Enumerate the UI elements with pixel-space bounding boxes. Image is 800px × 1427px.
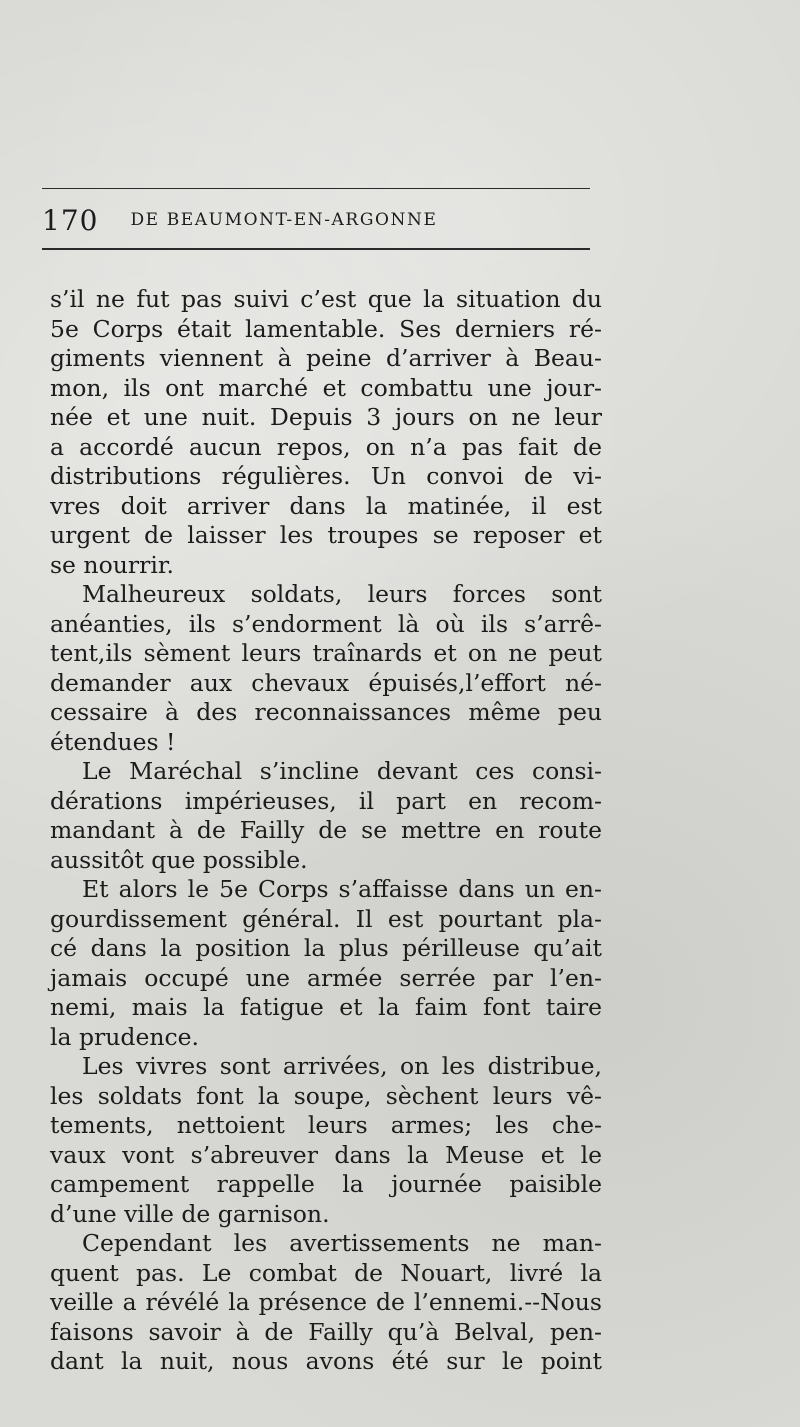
- running-title: DE BEAUMONT-EN-ARGONNE: [130, 210, 438, 230]
- text-line: se nourrir.: [50, 550, 174, 579]
- text-line: anéanties, ils s’endorment là où ils s’arrê-: [50, 609, 602, 638]
- text-line: dant la nuit, nous avons été sur le point: [50, 1347, 602, 1375]
- running-head: [42, 200, 602, 240]
- text-line: gourdissement général. Il est pourtant pla-: [50, 904, 602, 933]
- text-line: tements, nettoient leurs armes; les che-: [50, 1111, 602, 1139]
- page-number: 170: [42, 203, 99, 237]
- text-line: aussitôt que possible.: [50, 845, 308, 874]
- paragraph: [50, 285, 602, 580]
- text-line: Malheureux soldats, leurs forces sont: [82, 580, 602, 608]
- text-line: quent pas. Le combat de Nouart, livré la: [50, 1258, 602, 1287]
- text-line: Les vivres sont arrivées, on les distribue,: [82, 1052, 602, 1080]
- text-line: cé dans la position la plus périlleuse qu’ait: [50, 934, 602, 962]
- text-line: Le Maréchal s’incline devant ces consi-: [82, 757, 602, 785]
- text-line: urgent de laisser les troupes se reposer et: [50, 521, 602, 549]
- text-line: 5e Corps était lamentable. Ses derniers ré-: [50, 314, 602, 343]
- text-line: dérations impérieuses, il part en recom-: [50, 786, 602, 815]
- text-line: campement rappelle la journée paisible: [50, 1170, 602, 1198]
- text-line: tent,ils sèment leurs traînards et on ne peut: [50, 639, 602, 667]
- text-line: jamais occupé une armée serrée par l’en-: [50, 963, 602, 992]
- header-bottom-rule: [42, 248, 590, 250]
- text-line: vaux vont s’abreuver dans la Meuse et le: [50, 1140, 602, 1169]
- text-line: faisons savoir à de Failly qu’à Belval, pen-: [50, 1317, 602, 1346]
- text-line: distributions régulières. Un convoi de vi-: [50, 462, 602, 490]
- text-line: mon, ils ont marché et combattu une jour-: [50, 373, 602, 402]
- text-line: a accordé aucun repos, on n’a pas fait de: [50, 432, 602, 461]
- body-text: [50, 285, 602, 1377]
- text-line: les soldats font la soupe, sèchent leurs vê-: [50, 1081, 602, 1110]
- text-line: veille a révélé la présence de l’ennemi.--Nous: [50, 1288, 602, 1316]
- paragraph: [50, 1229, 602, 1377]
- paragraph: [50, 875, 602, 1052]
- text-line: giments viennent à peine d’arriver à Beau-: [50, 344, 602, 372]
- text-line: nemi, mais la fatigue et la faim font taire: [50, 993, 602, 1021]
- header-top-rule: [42, 188, 590, 189]
- text-line: née et une nuit. Depuis 3 jours on ne leur: [50, 403, 602, 431]
- text-line: demander aux chevaux épuisés,l’effort né-: [50, 668, 602, 697]
- text-line: d’une ville de garnison.: [50, 1199, 330, 1228]
- paragraph: [50, 757, 602, 875]
- paragraph: [50, 1052, 602, 1229]
- text-line: cessaire à des reconnaissances même peu: [50, 698, 602, 726]
- text-line: mandant à de Failly de se mettre en route: [50, 816, 602, 844]
- text-line: étendues !: [50, 727, 176, 756]
- text-line: Et alors le 5e Corps s’affaisse dans un en-: [82, 875, 602, 903]
- text-line: vres doit arriver dans la matinée, il est: [50, 491, 602, 520]
- text-line: s’il ne fut pas suivi c’est que la situation du: [50, 285, 602, 313]
- text-line: Cependant les avertissements ne man-: [82, 1229, 602, 1257]
- paragraph: [50, 580, 602, 757]
- text-line: la prudence.: [50, 1022, 200, 1051]
